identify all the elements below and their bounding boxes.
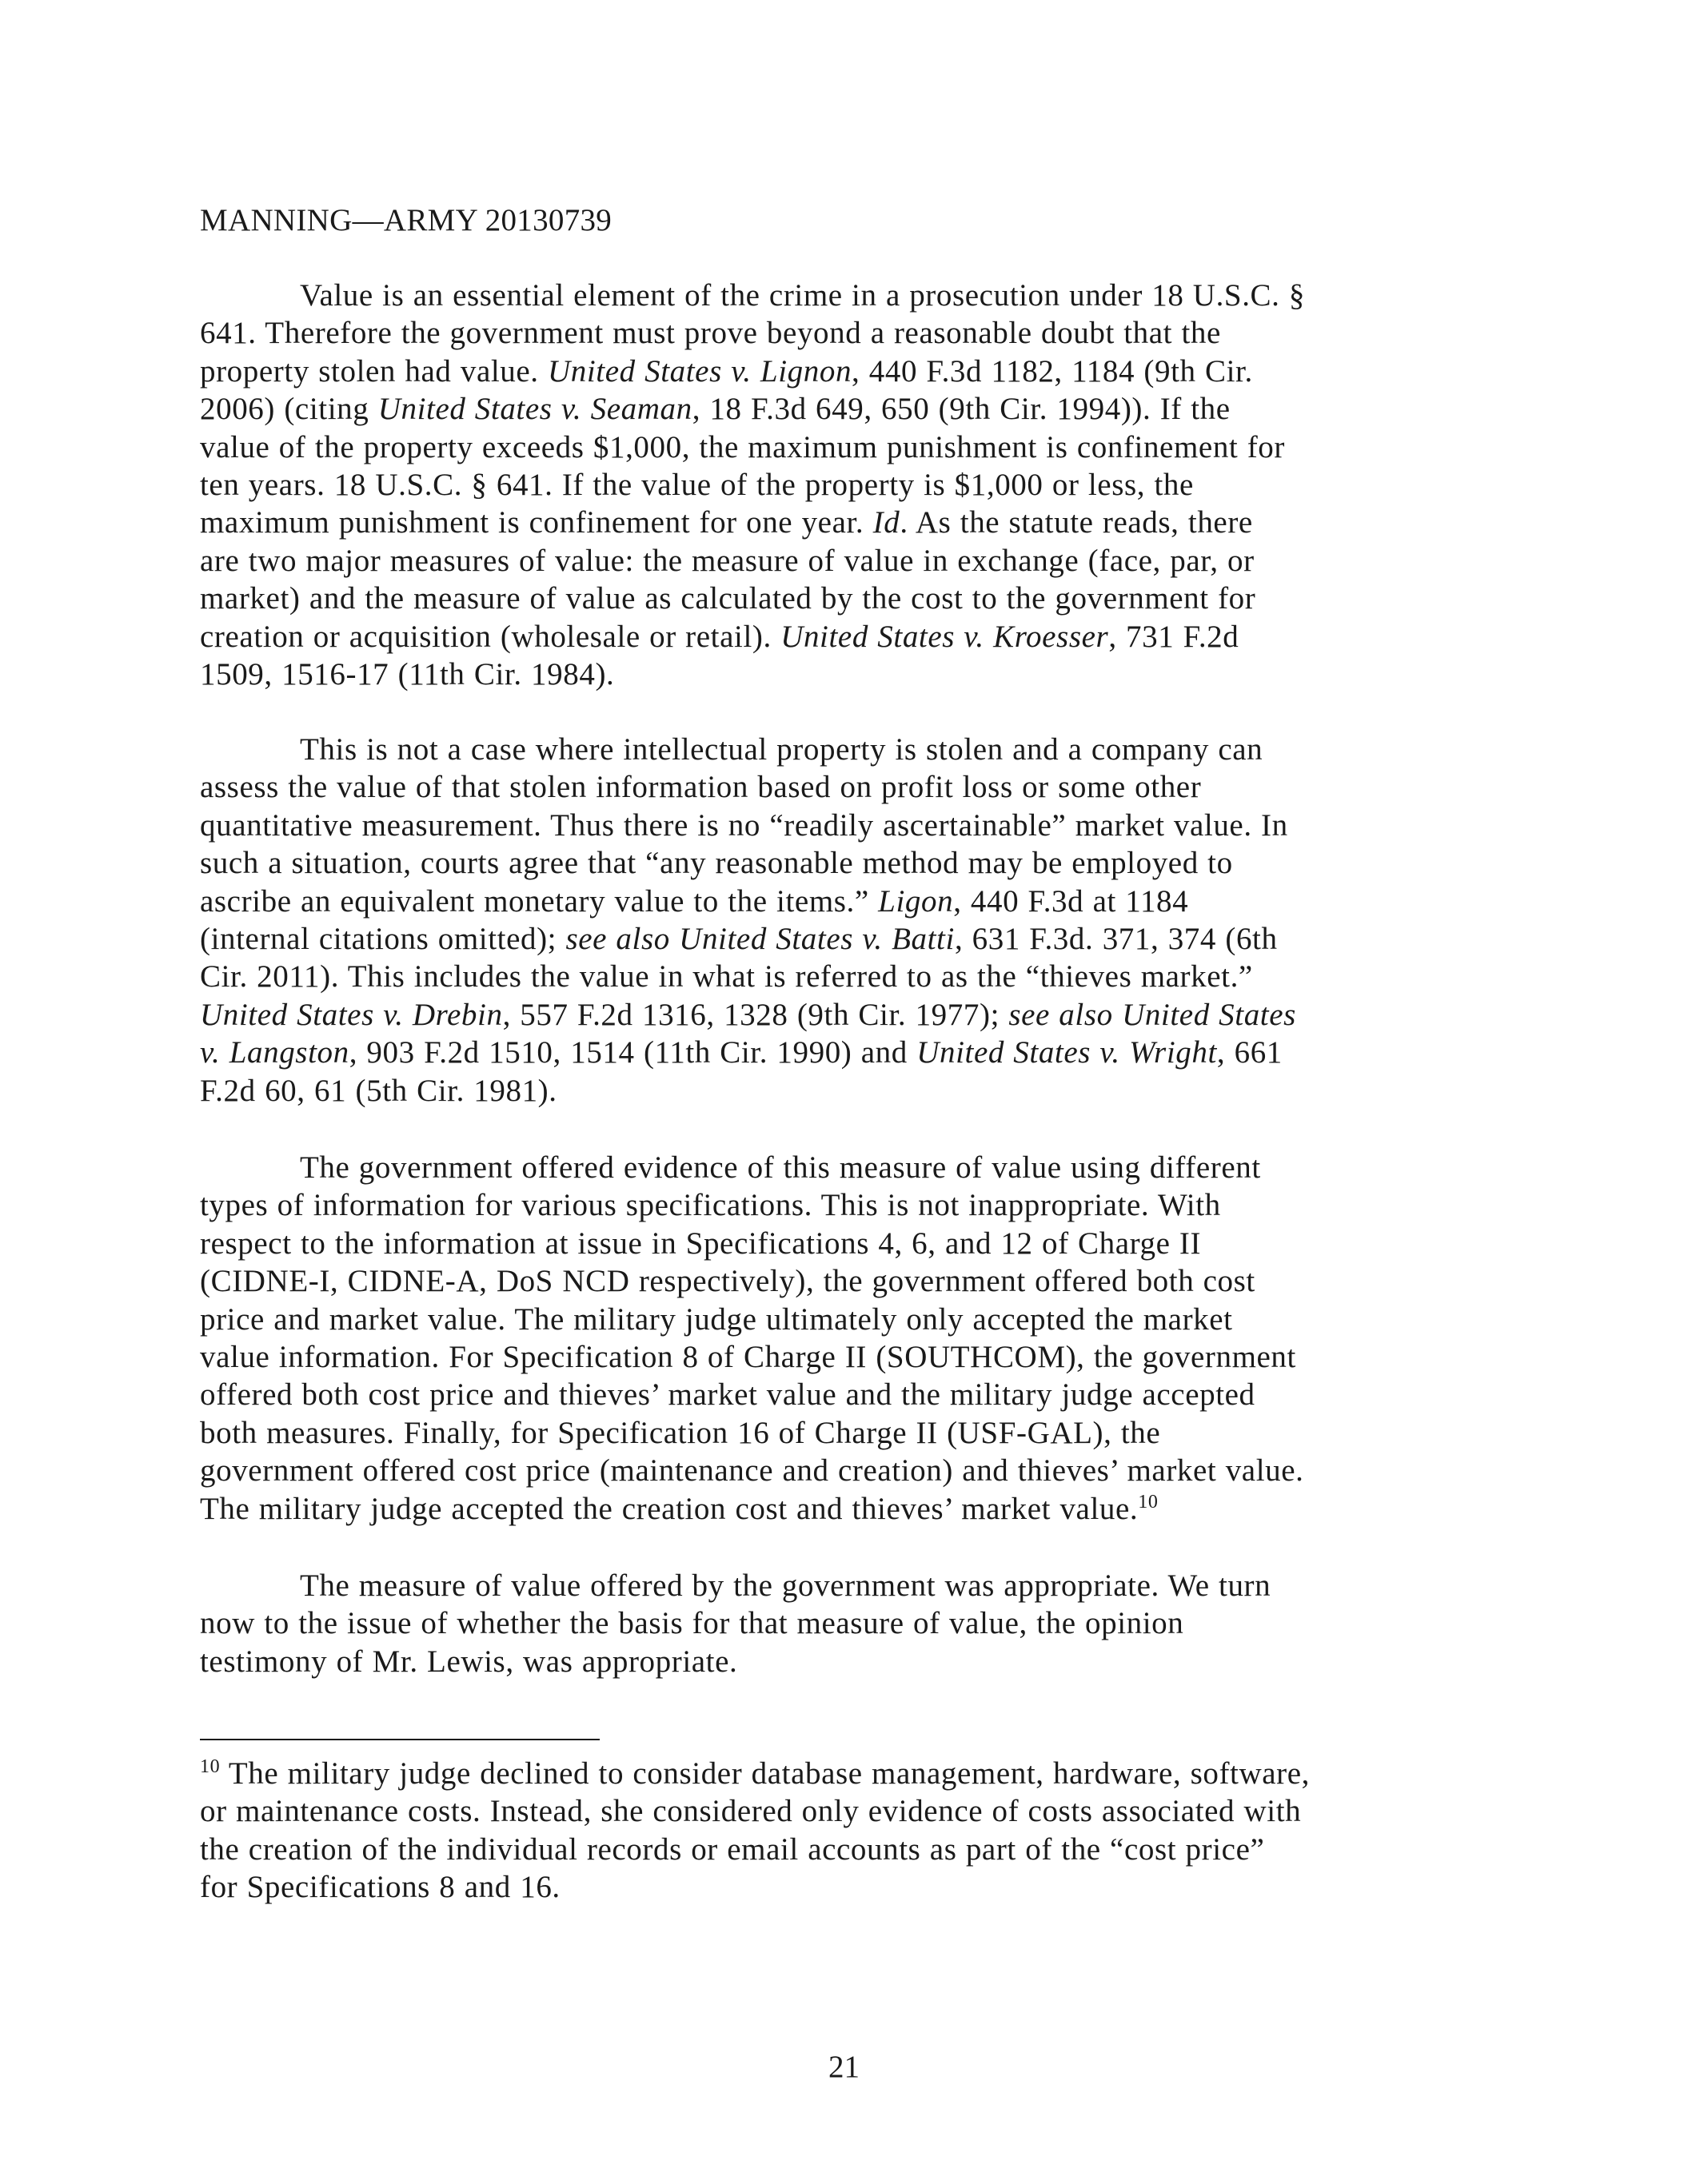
text-line: Cir. 2011). This includes the value in what is referred to as the “thieves market.” bbox=[200, 959, 1253, 994]
paragraph-text bbox=[200, 731, 1495, 1110]
case-citation: United States v. Kroesser bbox=[780, 619, 1109, 654]
case-citation: see also United States bbox=[1008, 997, 1296, 1032]
text-line: 1509, 1516-17 (11th Cir. 1984). bbox=[200, 657, 615, 692]
text-line: or maintenance costs. Instead, she considered only evidence of costs associated with bbox=[200, 1794, 1302, 1829]
text-line: types of information for various specifications. This is not inappropriate. With bbox=[200, 1188, 1221, 1223]
text-line: The military judge accepted the creation cost and thieves’ market value.$^{10}$ bbox=[200, 1491, 1159, 1526]
case-citation: United States v. Wright bbox=[916, 1035, 1217, 1070]
text-line: The government offered evidence of this measure of value using different bbox=[300, 1150, 1261, 1185]
text-line: both measures. Finally, for Specification 16 of Charge II (USF-GAL), the bbox=[200, 1415, 1161, 1450]
text-line: offered both cost price and thieves’ market value and the military judge accepted bbox=[200, 1377, 1255, 1413]
text-line: such a situation, courts agree that “any reasonable method may be employed to bbox=[200, 846, 1233, 881]
text-line: price and market value. The military judge ultimately only accepted the market bbox=[200, 1301, 1233, 1337]
paragraph-measure-appropriate bbox=[200, 1567, 1495, 1680]
text-line: Value is an essential element of the crime in a prosecution under 18 U.S.C. § bbox=[300, 278, 1305, 313]
paragraph-text bbox=[200, 277, 1495, 693]
text-line: property stolen had value. United States v. Lignon, 440 F.3d 1182, 1184 (9th Cir. bbox=[200, 353, 1253, 389]
text-line: 2006) (citing United States v. Seaman, 18 F.3d 649, 650 (9th Cir. 1994)). If the bbox=[200, 392, 1231, 427]
footnote-marker: 10 bbox=[200, 1756, 221, 1777]
text-line: for Specifications 8 and 16. bbox=[200, 1870, 561, 1905]
paragraph-text bbox=[200, 1149, 1495, 1528]
case-citation: see also United States v. Batti bbox=[565, 922, 955, 957]
text-line: respect to the information at issue in Specifications 4, 6, and 12 of Charge II bbox=[200, 1226, 1202, 1261]
text-line: value of the property exceeds $1,000, the maximum punishment is confinement for bbox=[200, 429, 1285, 464]
case-citation: Id bbox=[872, 505, 900, 540]
text-line: quantitative measurement. Thus there is no “readily ascertainable” market value. In bbox=[200, 807, 1288, 843]
paragraph-text bbox=[200, 1567, 1495, 1680]
text-line: ten years. 18 U.S.C. § 641. If the value of the property is $1,000 or less, the bbox=[200, 468, 1194, 503]
text-line: value information. For Specification 8 of Charge II (SOUTHCOM), the government bbox=[200, 1340, 1296, 1375]
text-line: assess the value of that stolen information based on profit loss or some other bbox=[200, 770, 1202, 805]
text-line: This is not a case where intellectual property is stolen and a company can bbox=[300, 732, 1263, 767]
text-line: v. Langston, 903 F.2d 1510, 1514 (11th Cir. 1990) and United States v. Wright, 661 bbox=[200, 1035, 1283, 1070]
paragraph-government-evidence bbox=[200, 1149, 1495, 1528]
text-line: creation or acquisition (wholesale or retail). United States v. Kroesser, 731 F.2d bbox=[200, 619, 1239, 654]
text-line: The measure of value offered by the government was appropriate. We turn bbox=[300, 1568, 1271, 1603]
text-line: government offered cost price (maintenance and creation) and thieves’ market value. bbox=[200, 1453, 1304, 1489]
footnote-text bbox=[200, 1755, 1495, 1907]
footnote-marker: 10 bbox=[1138, 1491, 1159, 1512]
case-citation: Ligon bbox=[878, 883, 954, 919]
text-line: F.2d 60, 61 (5th Cir. 1981). bbox=[200, 1073, 557, 1108]
text-line: 641. Therefore the government must prove beyond a reasonable doubt that the bbox=[200, 316, 1221, 351]
text-line: United States v. Drebin, 557 F.2d 1316, 1328 (9th Cir. 1977); see also United States bbox=[200, 997, 1296, 1032]
text-line: the creation of the individual records or email accounts as part of the “cost price” bbox=[200, 1831, 1265, 1867]
text-line: testimony of Mr. Lewis, was appropriate. bbox=[200, 1644, 738, 1679]
case-caption-header: MANNING—ARMY 20130739 bbox=[200, 203, 613, 237]
text-line: ascribe an equivalent monetary value to the items.” Ligon, 440 F.3d at 1184 bbox=[200, 883, 1189, 919]
text-line: market) and the measure of value as calculated by the cost to the government for bbox=[200, 581, 1256, 616]
paragraph-intellectual-property bbox=[200, 731, 1495, 1110]
case-citation: United States v. Drebin bbox=[200, 997, 503, 1032]
page-number: 21 bbox=[828, 2050, 860, 2084]
footnote-10 bbox=[200, 1755, 1495, 1907]
case-citation: United States v. Lignon bbox=[548, 353, 852, 389]
text-line: $^{10}$ The military judge declined to consider database management, hardware, software, bbox=[200, 1756, 1310, 1791]
text-line: (CIDNE-I, CIDNE-A, DoS NCD respectively), the government offered both cost bbox=[200, 1264, 1255, 1299]
case-citation: v. Langston bbox=[200, 1035, 349, 1070]
footnote-divider bbox=[200, 1739, 600, 1740]
text-line: now to the issue of whether the basis for that measure of value, the opinion bbox=[200, 1606, 1184, 1641]
case-citation: United States v. Seaman bbox=[377, 392, 692, 427]
text-line: are two major measures of value: the measure of value in exchange (face, par, or bbox=[200, 543, 1255, 578]
text-line: maximum punishment is confinement for one year. Id. As the statute reads, there bbox=[200, 505, 1253, 540]
text-line: (internal citations omitted); see also United States v. Batti, 631 F.3d. 371, 374 (6th bbox=[200, 922, 1278, 957]
paragraph-value-element bbox=[200, 277, 1495, 693]
